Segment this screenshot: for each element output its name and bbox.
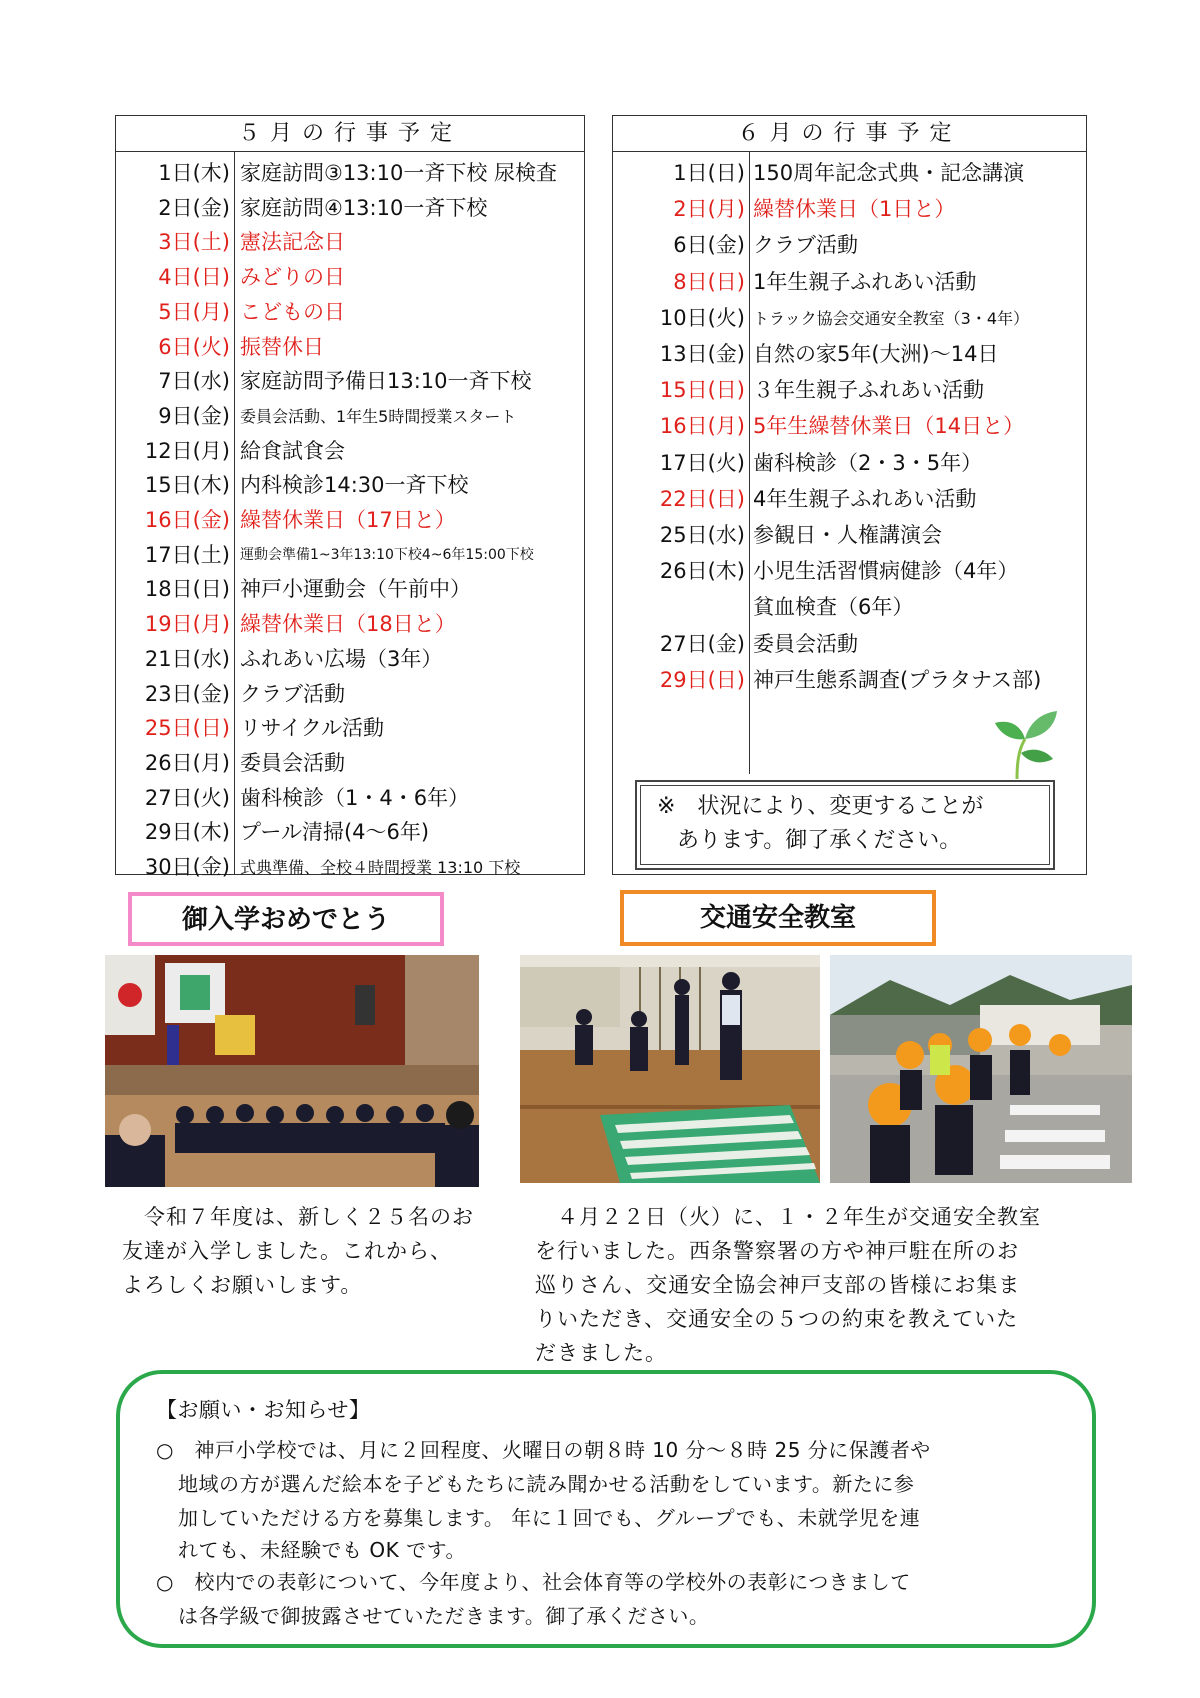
- change-notice-line1: ※ 状況により、変更することが: [657, 794, 984, 819]
- schedule-event: 内科検診14:30一斉下校: [240, 473, 469, 498]
- schedule-date: 25日(日): [144, 716, 230, 741]
- schedule-row: [613, 663, 1086, 698]
- schedule-row: [116, 225, 584, 260]
- schedule-event: 5年生繰替休業日（14日と）: [753, 414, 1025, 439]
- notice-line2: 地域の方が選んだ絵本を子どもたちに読み聞かせる活動をしています。新たに参: [178, 1472, 915, 1496]
- schedule-event: 家庭訪問③13:10一斉下校 尿検査: [240, 161, 558, 185]
- schedule-date: 3日(土): [158, 230, 230, 255]
- notice-title: 【お願い・お知らせ】: [156, 1398, 371, 1422]
- schedule-row: [613, 518, 1086, 553]
- change-notice-line2: あります。御了承ください。: [677, 828, 962, 853]
- may-schedule: [115, 115, 585, 879]
- schedule-event: 小児生活習慣病健診（4年）: [753, 559, 1019, 584]
- traffic-text-line3: 巡りさん、交通安全協会神戸支部の皆様にお集ま: [535, 1273, 1021, 1297]
- traffic-text-line4: りいただき、交通安全の５つの約束を教えていた: [535, 1307, 1019, 1331]
- schedule-date: 15日(日): [659, 378, 745, 403]
- enrollment-text-line1: 令和７年度は、新しく２５名のお: [144, 1205, 474, 1229]
- gym-crosswalk-photo: [520, 955, 820, 1183]
- schedule-row: [116, 642, 584, 677]
- schedule-row: [613, 409, 1086, 444]
- schedule-event: ふれあい広場（3年）: [240, 646, 443, 671]
- schedule-date: 12日(月): [144, 438, 230, 463]
- schedule-event: 4年生親子ふれあい活動: [753, 486, 977, 511]
- schedule-event: リサイクル活動: [240, 716, 385, 741]
- schedule-row: [116, 503, 584, 538]
- schedule-event: 歯科検診（2・3・5年）: [753, 450, 983, 475]
- schedule-row: [116, 191, 584, 226]
- schedule-date: 29日(日): [659, 667, 745, 692]
- schedule-row: [613, 554, 1086, 589]
- schedule-row: [613, 627, 1086, 662]
- schedule-date: 2日(月): [673, 197, 745, 222]
- schedule-date: 18日(日): [144, 577, 230, 602]
- schedule-event: 歯科検診（1・4・6年）: [240, 785, 470, 810]
- schedule-date: 6日(金): [673, 233, 745, 258]
- may-schedule-title: ５月の行事予定: [116, 116, 584, 152]
- schedule-event: 参観日・人権講演会: [753, 523, 942, 547]
- schedule-event: 1年生親子ふれあい活動: [753, 269, 977, 294]
- schedule-event: ３年生親子ふれあい活動: [753, 378, 984, 403]
- schedule-row: [613, 446, 1086, 481]
- schedule-row: [116, 468, 584, 503]
- enrollment-text-line2: 友達が入学しました。これから、: [122, 1239, 452, 1263]
- street-crossing-photo: [830, 955, 1132, 1183]
- schedule-row: [116, 746, 584, 781]
- schedule-row: [116, 815, 584, 850]
- schedule-row: [116, 295, 584, 330]
- traffic-text-line1: ４月２２日（火）に、１・２年生が交通安全教室: [557, 1205, 1041, 1229]
- schedule-event: 家庭訪問予備日13:10一斉下校: [240, 369, 532, 394]
- schedule-date: 1日(木): [158, 161, 230, 185]
- schedule-date: 16日(月): [659, 414, 745, 439]
- schedule-event: プール清掃(4～6年): [240, 820, 430, 845]
- enrollment-heading: 御入学おめでとう: [128, 892, 444, 946]
- schedule-event: 神戸小運動会（午前中）: [240, 577, 471, 602]
- schedule-date: 2日(金): [158, 195, 230, 220]
- notice-box: [116, 1370, 1096, 1648]
- notice-line5: ○ 校内での表彰について、今年度より、社会体育等の学校外の表彰につきまして: [156, 1570, 911, 1594]
- schedule-row: [613, 265, 1086, 300]
- traffic-safety-heading: 交通安全教室: [620, 890, 936, 946]
- schedule-row: [116, 677, 584, 712]
- notice-line4: れても、未経験でも OK です。: [178, 1538, 466, 1562]
- schedule-row: [613, 373, 1086, 408]
- schedule-date: 27日(火): [144, 785, 230, 810]
- notice-line1: ○ 神戸小学校では、月に２回程度、火曜日の朝８時 10 分～８時 25 分に保護者や: [156, 1438, 931, 1462]
- schedule-event: こどもの日: [240, 299, 345, 324]
- schedule-row: [116, 850, 584, 885]
- schedule-date: 21日(水): [144, 646, 230, 671]
- june-schedule-title: ６月の行事予定: [613, 116, 1086, 152]
- schedule-event: みどりの日: [240, 265, 345, 290]
- schedule-row: [613, 337, 1086, 372]
- schedule-event: 150周年記念式典・記念講演: [753, 161, 1025, 185]
- schedule-date: 10日(火): [659, 305, 745, 330]
- schedule-event: 委員会活動: [240, 750, 345, 775]
- schedule-row: [613, 156, 1086, 191]
- schedule-event: 貧血検査（6年）: [753, 595, 914, 620]
- schedule-row: [116, 260, 584, 295]
- schedule-row: [613, 228, 1086, 263]
- schedule-row: [116, 572, 584, 607]
- schedule-date: 9日(金): [158, 403, 230, 428]
- traffic-safety-text: [535, 1200, 1125, 1370]
- schedule-date: 4日(日): [158, 265, 230, 290]
- schedule-row: [116, 399, 584, 434]
- schedule-row: [116, 364, 584, 399]
- schedule-date: 8日(日): [673, 269, 745, 294]
- schedule-date: 17日(火): [659, 450, 745, 475]
- schedule-event: 自然の家5年(大洲)～14日: [753, 342, 999, 366]
- notice-line6: は各学級で御披露させていただきます。御了承ください。: [178, 1604, 710, 1628]
- schedule-row: [613, 482, 1086, 517]
- schedule-date: 5日(月): [158, 299, 230, 324]
- schedule-date: 13日(金): [659, 342, 745, 366]
- schedule-row: [613, 301, 1086, 336]
- schedule-row: [116, 156, 584, 191]
- schedule-event: 憲法記念日: [240, 230, 345, 255]
- schedule-event: 振替休日: [240, 334, 324, 359]
- schedule-date: 30日(金): [144, 855, 230, 879]
- traffic-text-line2: を行いました。西条警察署の方や神戸駐在所のお: [535, 1239, 1019, 1263]
- schedule-row: [116, 538, 584, 573]
- notice-line3: 加していただける方を募集します。 年に１回でも、グループでも、未就学児を連: [178, 1506, 921, 1530]
- schedule-row: [613, 192, 1086, 227]
- schedule-row: [116, 607, 584, 642]
- schedule-event: 委員会活動、1年生5時間授業スタート: [240, 406, 517, 426]
- schedule-event: 繰替休業日（18日と）: [240, 612, 456, 637]
- schedule-date: 1日(日): [673, 161, 745, 185]
- schedule-row: [613, 590, 1086, 625]
- schedule-event: 家庭訪問④13:10一斉下校: [240, 195, 488, 220]
- schedule-date: 23日(金): [144, 681, 230, 706]
- schedule-date: 25日(水): [659, 523, 745, 547]
- schedule-date: 26日(月): [144, 750, 230, 775]
- schedule-event: 給食試食会: [240, 438, 345, 463]
- enrollment-text-line3: よろしくお願いします。: [122, 1273, 363, 1297]
- schedule-event: 神戸生態系調査(プラタナス部): [753, 667, 1042, 692]
- schedule-date: 29日(木): [144, 820, 230, 845]
- change-notice-box: [635, 780, 1055, 870]
- schedule-event: クラブ活動: [240, 681, 345, 706]
- schedule-date: 22日(日): [659, 486, 745, 511]
- entrance-ceremony-photo: [105, 955, 479, 1187]
- schedule-date: 19日(月): [144, 612, 230, 637]
- schedule-event: クラブ活動: [753, 233, 858, 258]
- schedule-row: [116, 711, 584, 746]
- schedule-date: 6日(火): [158, 334, 230, 359]
- traffic-text-line5: だきました。: [535, 1341, 667, 1365]
- schedule-event: 繰替休業日（17日と）: [240, 508, 456, 532]
- schedule-date: 17日(土): [144, 542, 230, 567]
- leaf-sprout-icon: [983, 701, 1063, 781]
- schedule-date: 7日(水): [158, 369, 230, 394]
- schedule-event: トラック協会交通安全教室（3・4年）: [753, 308, 1030, 328]
- schedule-event: 繰替休業日（1日と）: [753, 197, 956, 222]
- enrollment-text: [122, 1200, 492, 1302]
- schedule-date: 16日(金): [144, 508, 230, 532]
- june-schedule: [612, 115, 1087, 875]
- schedule-event: 運動会準備1~3年13:10下校4~6年15:00下校: [240, 546, 534, 563]
- schedule-row: [116, 434, 584, 469]
- schedule-date: 27日(金): [659, 631, 745, 656]
- schedule-row: [116, 330, 584, 365]
- schedule-date: 26日(木): [659, 559, 745, 584]
- schedule-event: 委員会活動: [753, 631, 858, 656]
- schedule-event: 式典準備、全校４時間授業 13:10 下校: [240, 858, 521, 877]
- schedule-date: 15日(木): [144, 473, 230, 498]
- schedule-row: [116, 781, 584, 816]
